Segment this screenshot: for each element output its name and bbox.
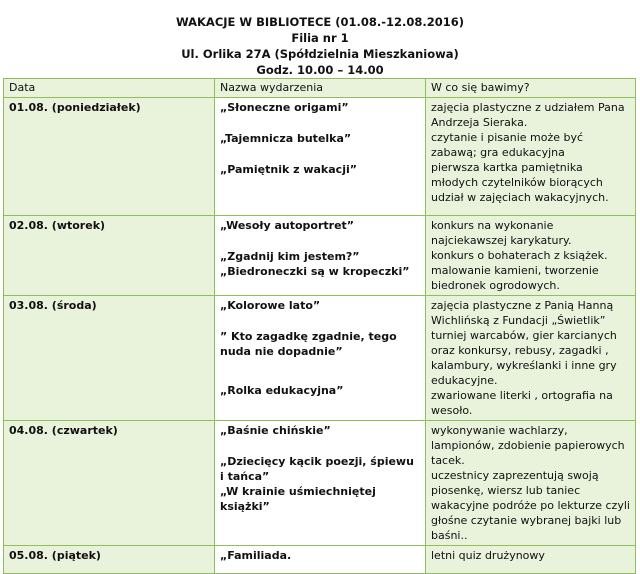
activity-text: zajęcia plastyczne z Panią Hanną Wichlińską z Fundacji „Świetlik” [431,299,614,327]
table-header-row [4,79,636,98]
event-name: „Familiada. [220,549,292,562]
event-cell [215,421,426,546]
event-name: ” Kto zagadkę zgadnie, tego nuda nie dopadnie” [220,330,397,358]
schedule-table [3,78,636,574]
activity-text: konkurs na wykonanie najciekawszej karykatury. [431,219,572,247]
event-cell [215,216,426,296]
event-name: „Pamiętnik z wakacji” [220,163,357,176]
activity-cell [426,421,636,546]
date-cell: 02.08. (wtorek) [4,216,215,296]
event-cell [215,98,426,216]
event-name: „W krainie uśmiechniętej książki” [220,485,376,513]
activity-text: wakacyjne podróże po lekturze czyli głośne czytanie wybranej bajki lub baśni.. [431,499,630,542]
event-cell [215,296,426,421]
activity-text: wykonywanie wachlarzy, lampionów, zdobienie papierowych tacek. [431,424,625,467]
branch-address: Ul. Orlika 27A (Spółdzielnia Mieszkaniowa) [181,47,459,61]
table-row [4,421,636,546]
activity-text: pierwsza kartka pamiętnika młodych czytelników biorących udział w zajęciach wakacyjnych. [431,161,609,204]
table-row [4,98,636,216]
event-name: „Kolorowe lato” [220,299,321,312]
event-name: „Tajemnicza butelka” [220,132,352,145]
activity-text: zajęcia plastyczne z udziałem Pana Andrzeja Sieraka. [431,101,625,129]
column-header-activity: W co się bawimy? [426,79,636,98]
column-header-event: Nazwa wydarzenia [215,79,426,98]
event-name: „Słoneczne origami” [220,101,349,114]
activity-text: czytanie i pisanie może być zabawą; gra edukacyjna [431,131,584,159]
document-header [0,0,640,78]
doc-title: WAKACJE W BIBLIOTECE (01.08.-12.08.2016) [175,15,465,29]
activity-text: uczestnicy zaprezentują swoją piosenkę, wiersz lub taniec [431,469,599,497]
activity-text: turniej warcabów, gier karcianych oraz konkursy, rebusy, zagadki , kalambury, wykreślanki i inne gry edukacyjne. [431,329,617,387]
activity-cell [426,216,636,296]
table-row [4,216,636,296]
date-cell: 04.08. (czwartek) [4,421,215,546]
date-cell: 05.08. (piątek) [4,546,215,574]
activity-cell [426,98,636,216]
table-row [4,296,636,421]
activity-text: letni quiz drużynowy [431,549,545,562]
event-name: „Dziecięcy kącik poezji, śpiewu i tańca” [220,455,414,483]
date-cell: 01.08. (poniedziałek) [4,98,215,216]
event-name: „Zgadnij kim jestem?” [220,250,360,263]
event-name: „Biedroneczki są w kropeczki” [220,265,410,278]
activity-text: malowanie kamieni, tworzenie biedronek ogrodowych. [431,264,599,292]
activity-cell [426,296,636,421]
activity-text: zwariowane literki , ortografia na wesoło. [431,389,613,417]
opening-hours: Godz. 10.00 – 14.00 [256,63,384,77]
branch-name: Filia nr 1 [291,31,349,45]
event-name: „Baśnie chińskie” [220,424,331,437]
date-cell: 03.08. (środa) [4,296,215,421]
column-header-date: Data [4,79,215,98]
event-name: „Rolka edukacyjna” [220,384,344,397]
event-name: „Wesoły autoportret” [220,219,355,232]
activity-text: konkurs o bohaterach z książek. [431,249,608,262]
